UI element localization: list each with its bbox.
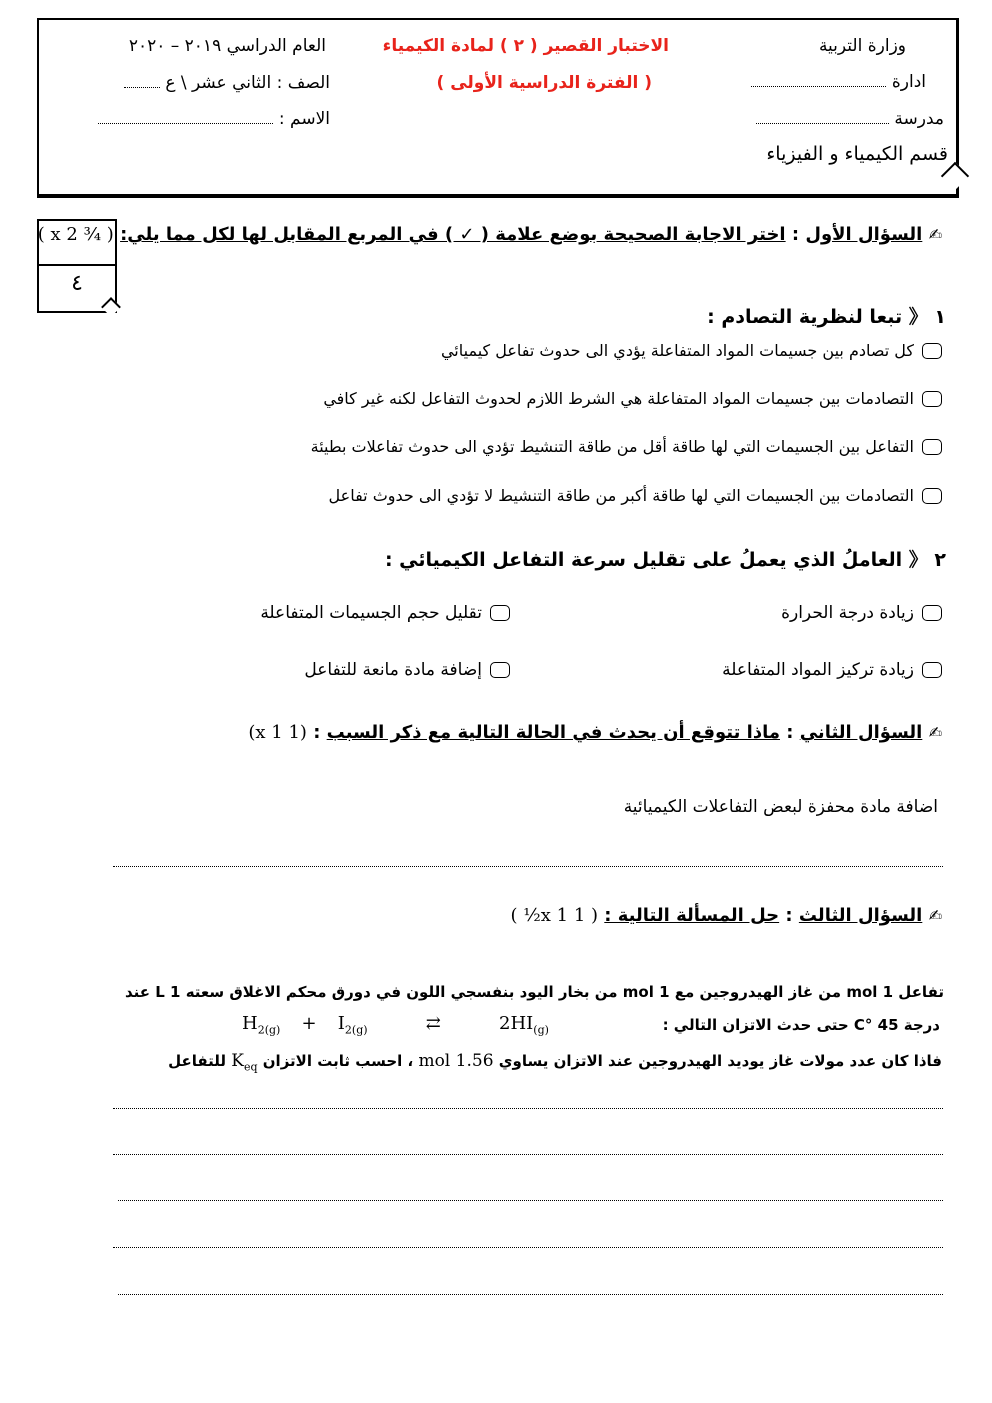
q3-line-3 xyxy=(168,1051,942,1073)
q1-item1-option-1[interactable] xyxy=(441,341,942,360)
exam-period: ( الفترة الدراسية الأولى ) xyxy=(436,73,652,93)
checkbox[interactable] xyxy=(922,662,942,678)
q3-answer-line-2[interactable] xyxy=(113,1154,943,1155)
q3-answer-line-5[interactable] xyxy=(118,1294,943,1295)
eq-plus: + xyxy=(301,1013,317,1034)
q3-heading: ✍ السؤال الثالث : حل المسألة التالية : ( 1 x 1½ ) xyxy=(510,905,942,926)
q3-answer-line-1[interactable] xyxy=(113,1108,943,1109)
q3-line-2-prefix: درجة 45 °C حتى حدث الاتزان التالي : xyxy=(662,1016,940,1034)
q3-instruction: حل المسألة التالية : xyxy=(604,905,780,926)
department-label: قسم الكيمياء و الفيزياء xyxy=(766,143,948,165)
q1-marks: ( ¾ x 2 ) xyxy=(37,224,114,245)
pencil-icon: ✍ xyxy=(928,225,942,244)
q2-heading: ✍ السؤال الثاني : ماذا تتوقع أن يحدث في الحالة التالية مع ذكر السبب : (1 x 1) xyxy=(248,722,942,743)
option-label: زيادة درجة الحرارة xyxy=(781,603,914,623)
q2-marks: (1 x 1) xyxy=(248,722,307,743)
chevron-left-icon: 《 xyxy=(908,306,928,328)
q2-answer-line[interactable] xyxy=(113,866,943,867)
checkbox[interactable] xyxy=(922,391,942,407)
q1-heading: ✍ السؤال الأول : اختر الاجابة الصحيحة بوضع علامة ( ✓ ) في المربع المقابل لها لكل مما يلي: ( ¾ x 2 ) xyxy=(37,224,942,245)
checkbox[interactable] xyxy=(490,605,510,621)
school-blank[interactable] xyxy=(756,109,889,124)
option-label: التصادمات بين جسيمات المواد المتفاعلة هي الشرط اللازم لحدوث التفاعل لكنه غير كافي xyxy=(323,389,914,408)
q1-item2-number: ٢ xyxy=(934,549,946,571)
q1-item2-option-3[interactable] xyxy=(722,660,942,680)
name-blank[interactable] xyxy=(98,109,273,124)
eq-hi: $2HI_{(g)}$ xyxy=(499,1013,549,1037)
school-label: مدرسة xyxy=(894,109,944,129)
academic-year: العام الدراسي ٢٠١٩ – ٢٠٢٠ xyxy=(128,36,326,56)
q3-keq: $K_{eq}$ xyxy=(231,1051,258,1074)
checkbox[interactable] xyxy=(922,439,942,455)
admin-field xyxy=(751,72,926,92)
checkbox[interactable] xyxy=(922,343,942,359)
class-label: الصف : الثاني عشر \ ع xyxy=(165,73,330,93)
checkbox[interactable] xyxy=(490,662,510,678)
q1-item2-text: العاملُ الذي يعملُ على تقليل سرعة التفاعل الكيميائي : xyxy=(384,549,903,571)
option-label: تقليل حجم الجسيمات المتفاعلة xyxy=(260,603,482,623)
q3-line-3b: ، احسب ثابت الاتزان xyxy=(262,1052,414,1070)
option-label: التصادمات بين الجسيمات التي لها طاقة أكبر من طاقة التنشيط لا تؤدي الى حدوث تفاعل xyxy=(328,486,914,505)
chevron-left-icon: 《 xyxy=(908,549,928,571)
checkbox[interactable] xyxy=(922,605,942,621)
q3-answer-line-4[interactable] xyxy=(113,1247,943,1248)
q1-instruction: اختر الاجابة الصحيحة بوضع علامة ( ✓ ) في المربع المقابل لها لكل مما يلي: xyxy=(120,224,786,245)
q1-title: السؤال الأول xyxy=(805,224,923,245)
q1-item1-option-4[interactable] xyxy=(329,486,942,505)
q3-line-3a: فاذا كان عدد مولات غاز يوديد الهيدروجين عند الاتزان يساوي xyxy=(498,1052,942,1070)
q3-line-3c: للتفاعل xyxy=(168,1052,227,1070)
name-label: الاسم : xyxy=(278,109,330,129)
option-label: إضافة مادة مانعة للتفاعل xyxy=(304,660,482,680)
equilibrium-equation xyxy=(242,1013,549,1037)
school-field xyxy=(756,109,944,129)
q1-item2-option-2[interactable] xyxy=(260,603,510,623)
class-field xyxy=(124,73,330,93)
q3-marks: ( 1 x 1½ ) xyxy=(510,905,599,926)
pencil-icon: ✍ xyxy=(928,906,942,925)
equilibrium-arrow-icon: ⇄ xyxy=(425,1013,441,1034)
name-field xyxy=(98,109,330,129)
eq-h2: $H_{2(g)}$ xyxy=(242,1013,281,1037)
class-blank[interactable] xyxy=(124,73,160,88)
q3-hi-moles: 1.56 mol xyxy=(418,1051,494,1071)
q1-item2-option-4[interactable] xyxy=(304,660,510,680)
q3-title: السؤال الثالث xyxy=(798,905,923,926)
q1-item2-stem xyxy=(385,545,946,572)
admin-blank[interactable] xyxy=(751,72,886,87)
q2-case-text: اضافة مادة محفزة لبعض التفاعلات الكيميائية xyxy=(623,797,938,817)
option-label: زيادة تركيز المواد المتفاعلة xyxy=(722,660,914,680)
option-label: التفاعل بين الجسيمات التي لها طاقة أقل من طاقة التنشيط تؤدي الى حدوث تفاعلات بطيئة xyxy=(310,437,914,456)
q3-line-1: تفاعل 1 mol من غاز الهيدروجين مع 1 mol من بخار اليود بنفسجي اللون في دورق محكم الاغلاق سعته 1 L عند xyxy=(124,983,944,1001)
q3-answer-line-3[interactable] xyxy=(118,1200,943,1201)
ministry-label: وزارة التربية xyxy=(818,36,906,56)
q1-item1-option-2[interactable] xyxy=(323,389,942,408)
eq-i2: $I_{2(g)}$ xyxy=(337,1013,368,1037)
q1-item1-number: ١ xyxy=(934,306,946,328)
grade-divider xyxy=(39,264,115,266)
q2-instruction: ماذا تتوقع أن يحدث في الحالة التالية مع ذكر السبب xyxy=(326,722,780,743)
admin-label: ادارة xyxy=(891,72,926,92)
checkbox[interactable] xyxy=(922,488,942,504)
q1-item1-text: تبعا لنظرية التصادم : xyxy=(707,306,903,328)
q2-title: السؤال الثاني xyxy=(799,722,923,743)
q1-item2-option-1[interactable] xyxy=(781,603,942,623)
exam-title: الاختبار القصير ( ٢ ) لمادة الكيمياء xyxy=(382,36,669,56)
q1-item1-stem xyxy=(707,302,946,329)
grade-total: ٤ xyxy=(71,271,83,296)
q1-item1-option-3[interactable] xyxy=(311,437,942,456)
option-label: كل تصادم بين جسيمات المواد المتفاعلة يؤدي الى حدوث تفاعل كيميائي xyxy=(440,341,914,360)
pencil-icon: ✍ xyxy=(928,723,942,742)
